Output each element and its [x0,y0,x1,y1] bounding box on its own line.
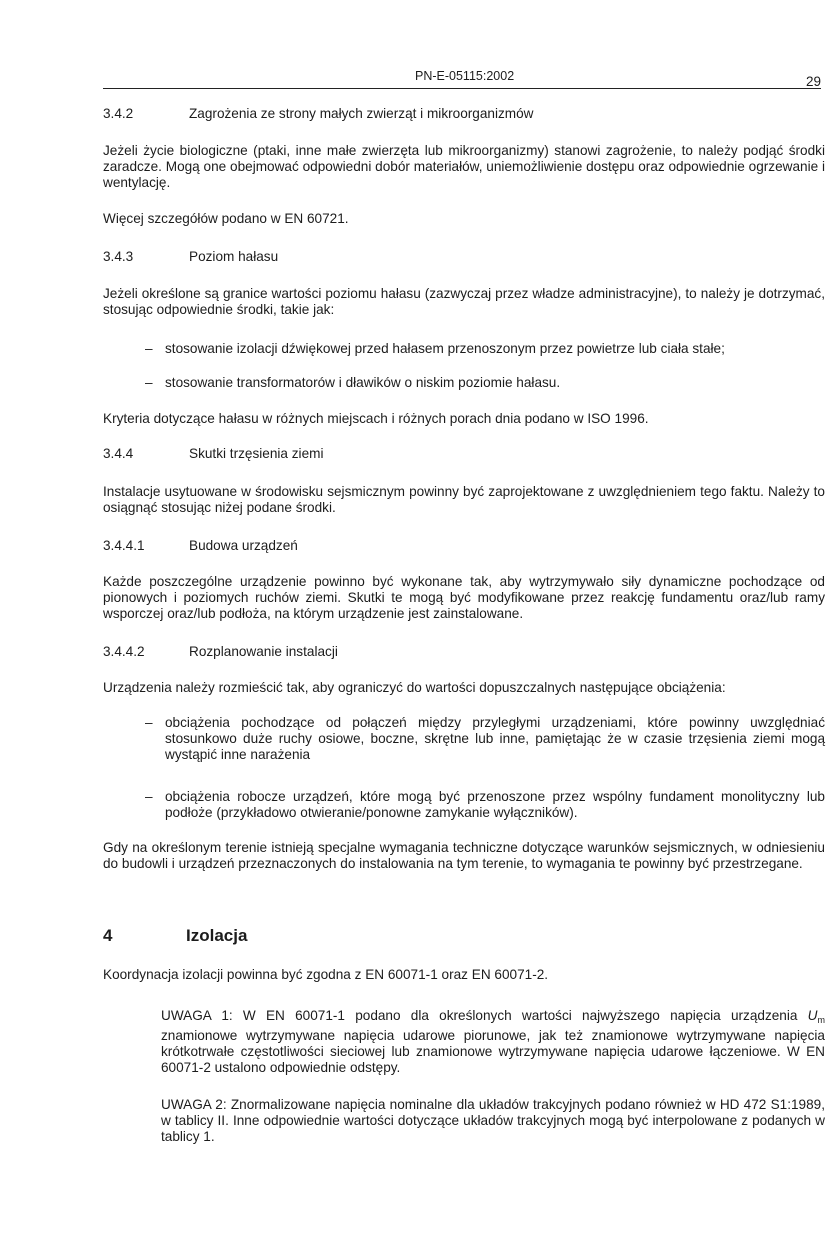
section-title: Zagrożenia ze strony małych zwierząt i mikroorganizmów [189,106,534,121]
paragraph: Urządzenia należy rozmieścić tak, aby ograniczyć do wartości dopuszczalnych następujące obciążenia: [103,680,726,695]
note-text-cont: znamionowe wytrzymywane napięcia udarowe piorunowe, jak też znamionowe wytrzymywane napięcia krótkotrwałe częstotliwości sieciowej lub znamionowe wytrzymywane napięcia udarowe łączeniowe. W EN 60071-2 ustalono odpowiednie odstępy. [161,1028,825,1075]
section-title: Poziom hałasu [189,249,279,264]
page-header [103,66,821,89]
paragraph: Jeżeli życie biologiczne (ptaki, inne małe zwierzęta lub mikroorganizmy) stanowi zagrożenie, to należy podjąć środki zaradcze. Mogą one obejmować odpowiedni dobór materiałów, uniemożliwienie dostępu oraz odpowiednie ogrzewanie i wentylację. [103,143,825,190]
section-heading-3-4-4-1 [103,538,803,556]
list-dash: – [145,789,153,804]
note-2: UWAGA 2: Znormalizowane napięcia nominalne dla układów trakcyjnych podano również w HD 472 S1:1989, w tablicy II. Inne odpowiednie wartości dotyczące układów trakcyjnych mogą być interpolowane z podanych w tablicy 1. [161,1097,825,1144]
section-heading-3-4-3 [103,249,803,267]
list-dash: – [145,341,153,356]
paragraph: Instalacje usytuowane w środowisku sejsmicznym powinny być zaprojektowane z uwzględnieniem tego faktu. Należy to osiągnąć stosując niżej podane środki. [103,484,825,515]
list-item-text: stosowanie izolacji dźwiękowej przed hałasem przenoszonym przez powietrze lub ciała stałe; [165,341,725,356]
section-number: 3.4.3 [103,249,134,264]
paragraph: Każde poszczególne urządzenie powinno być wykonane tak, aby wytrzymywało siły dynamiczne pochodzące od pionowych i poziomych ruchów ziemi. Skutki te mogą być modyfikowane przez reakcję fundamentu oraz/lub ramy wsporczej oraz/lub podłoża, na którym urządzenie jest zainstalowane. [103,574,825,621]
list-item [145,789,825,821]
paragraph: Jeżeli określone są granice wartości poziomu hałasu (zazwyczaj przez władze administracyjne), to należy je dotrzymać, stosując odpowiednie środki, takie jak: [103,286,825,317]
list-item [145,715,825,763]
section-number: 3.4.2 [103,106,134,121]
section-heading-3-4-4-2 [103,644,803,662]
section-number: 3.4.4.1 [103,538,145,553]
note-1 [161,1008,825,1076]
section-heading-3-4-2 [103,106,803,124]
list-item-text: obciążenia pochodzące od połączeń między przyległymi urządzeniami, które powinny uwzględniać stosunkowo duże ruchy osiowe, boczne, skrętne lub inne, pamiętając że w czasie trzęsienia ziemi mogą wystąpić inne narażenia [165,715,825,762]
list-dash: – [145,375,153,390]
chapter-heading-4 [103,928,503,950]
note-text: UWAGA 1: W EN 60071-1 podano dla określonych wartości najwyższego napięcia urządzenia [161,1008,808,1023]
chapter-number: 4 [103,926,113,945]
chapter-title: Izolacja [186,926,248,945]
section-title: Rozplanowanie instalacji [189,644,338,659]
section-title: Skutki trzęsienia ziemi [189,446,324,461]
list-dash: – [145,715,153,730]
paragraph: Koordynacja izolacji powinna być zgodna z EN 60071-1 oraz EN 60071-2. [103,967,549,982]
section-number: 3.4.4 [103,446,134,461]
symbol-u: U [807,1008,818,1023]
paragraph: Gdy na określonym terenie istnieją specjalne wymagania techniczne dotyczące warunków sejsmicznych, w odniesieniu do budowli i urządzeń przeznaczonych do instalowania na tym terenie, to wymagania te powinny być przestrzegane. [103,840,825,871]
document-id: PN-E-05115:2002 [415,69,515,83]
section-title: Budowa urządzeń [189,538,298,553]
list-item [145,375,825,391]
list-item [145,341,825,357]
symbol-subscript: m [817,1015,825,1025]
paragraph: Kryteria dotyczące hałasu w różnych miejscach i różnych porach dnia podano w ISO 1996. [103,411,649,426]
list-item-text: obciążenia robocze urządzeń, które mogą być przenoszone przez wspólny fundament monolityczny lub podłoże (przykładowo otwieranie/ponowne zamykanie wyłączników). [165,789,825,820]
section-number: 3.4.4.2 [103,644,145,659]
section-heading-3-4-4 [103,446,803,464]
paragraph: Więcej szczegółów podano w EN 60721. [103,211,349,226]
page-number: 29 [805,74,821,89]
list-item-text: stosowanie transformatorów i dławików o niskim poziomie hałasu. [165,375,561,390]
